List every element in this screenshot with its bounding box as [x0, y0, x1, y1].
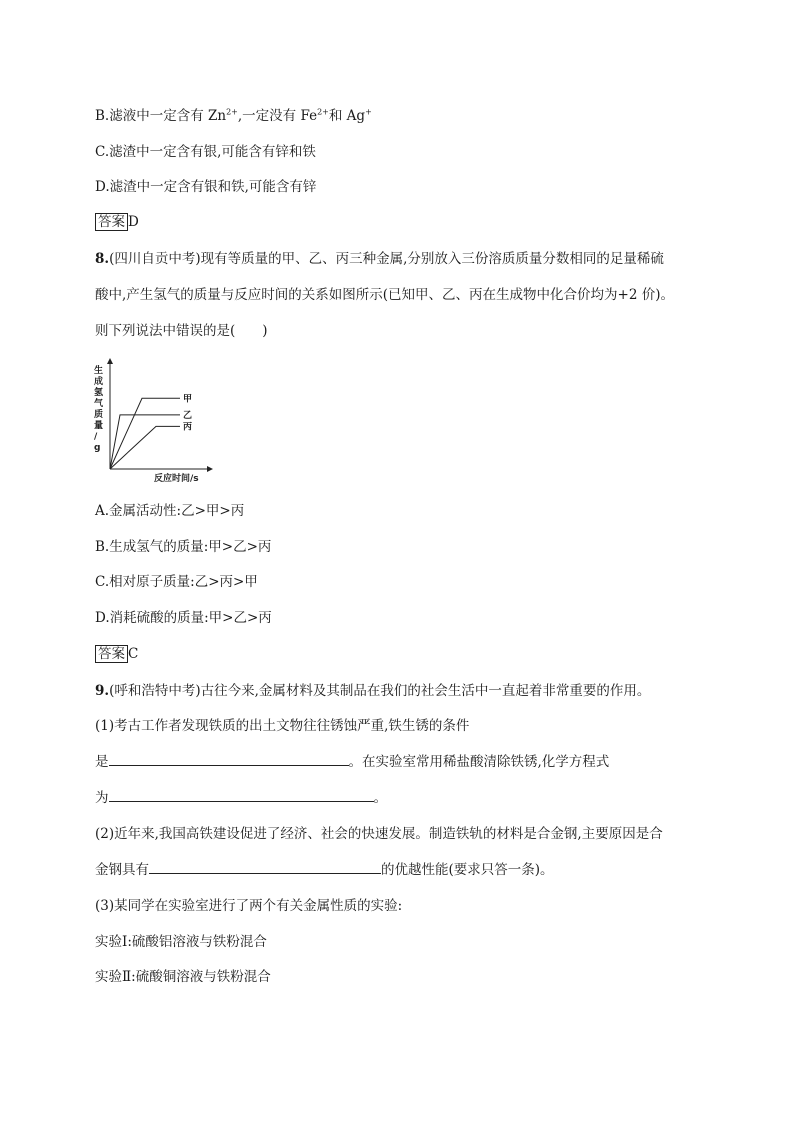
- q8-stem-line2: 酸中,产生氢气的质量与反应时间的关系如图所示(已知甲、乙、丙在生成物中化合价均为+2 价)。: [95, 287, 675, 303]
- q9-part1-line1: (1)考古工作者发现铁质的出土文物往往锈蚀严重,铁生锈的条件: [95, 718, 470, 734]
- q9-part1-line2: 是 。在实验室常用稀盐酸清除铁锈,化学方程式: [95, 754, 610, 770]
- x-axis-label: 反应时间/s: [154, 474, 199, 484]
- y-axis-label: [94, 364, 104, 453]
- y-axis-label-char: 生: [94, 366, 104, 376]
- q9-stem: 9.(呼和浩特中考)古往今来,金属材料及其制品在我们的社会生活中一直起着非常重要的作用。: [95, 683, 651, 699]
- series-line-2: [110, 415, 180, 469]
- q8-answer: [95, 645, 138, 663]
- y-axis-label-char: 质: [94, 410, 104, 420]
- q7-option-c: C.滤渣中一定含有银,可能含有锌和铁: [95, 144, 316, 160]
- q8-option-b: B.生成氢气的质量:甲>乙>丙: [95, 539, 272, 555]
- q8-stem-line1: 8.(四川自贡中考)现有等质量的甲、乙、丙三种金属,分别放入三份溶质质量分数相同的足量稀硫: [95, 251, 664, 267]
- q9-experiment-1: 实验Ⅰ:硫酸铝溶液与铁粉混合: [95, 934, 267, 950]
- answer-blank-1[interactable]: [109, 753, 349, 766]
- q9-part3-line1: (3)某同学在实验室进行了两个有关金属性质的实验:: [95, 898, 403, 914]
- answer-label: 答案: [95, 645, 128, 663]
- q9-part1-line3: 为 。: [95, 790, 387, 806]
- y-axis-label-char: 成: [94, 377, 104, 387]
- answer-value: D: [128, 214, 139, 230]
- q9-experiment-2: 实验Ⅱ:硫酸铜溶液与铁粉混合: [95, 969, 271, 985]
- y-axis-label-char: 氢: [94, 388, 104, 398]
- series-line-3: [110, 426, 180, 469]
- series-label-1: 甲: [183, 394, 193, 405]
- y-axis-label-char: /: [94, 432, 98, 442]
- q7-option-b: B.滤液中一定含有 $Zn^{2+}$,一定没有 $Fe^{2+}$和 Ag+: [95, 107, 372, 124]
- q9-part2-line2: 金钢具有 的优越性能(要求只答一条)。: [95, 862, 554, 878]
- q7-option-d: D.滤渣中一定含有银和铁,可能含有锌: [95, 179, 317, 195]
- y-axis-label-char: 量: [94, 421, 104, 431]
- q9-part2-line1: (2)近年来,我国高铁建设促进了经济、社会的快速发展。制造铁轨的材料是合金钢,主要原因是合: [95, 826, 663, 842]
- y-axis-label-char: g: [94, 443, 101, 453]
- q8-stem-line3: 则下列说法中错误的是( ): [95, 323, 268, 339]
- answer-blank-2[interactable]: [109, 789, 374, 802]
- hydrogen-time-chart: [92, 355, 222, 485]
- y-axis-label-char: 气: [94, 399, 104, 409]
- q8-option-a: A.金属活动性:乙>甲>丙: [95, 503, 245, 519]
- series-label-2: 乙: [183, 410, 193, 421]
- series-label-3: 丙: [183, 422, 193, 433]
- answer-value: C: [128, 646, 139, 662]
- q8-option-c: C.相对原子质量:乙>丙>甲: [95, 574, 258, 590]
- series-line-1: [110, 398, 180, 469]
- q7-answer: [95, 213, 139, 231]
- answer-label: 答案: [95, 213, 128, 231]
- q8-option-d: D.消耗硫酸的质量:甲>乙>丙: [95, 610, 272, 626]
- answer-blank-3[interactable]: [149, 861, 381, 874]
